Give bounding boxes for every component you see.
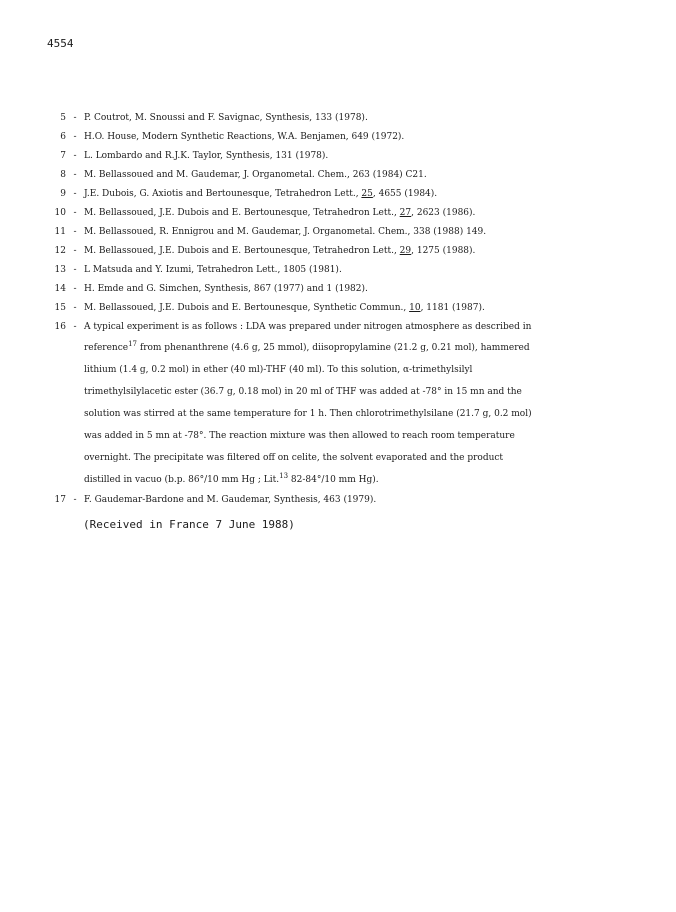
- reference-item: 15 - M. Bellassoued, J.E. Dubois and E. Bertounesque, Synthetic Commun., 10, 1181 (1987).: [44, 299, 624, 318]
- reference-item: 8 - M. Bellassoued and M. Gaudemar, J. Organometal. Chem., 263 (1984) C21.: [44, 166, 624, 185]
- reference-number: 13: [54, 265, 66, 275]
- reference-text: P. Coutrot, M. Snoussi and F. Savignac, Synthesis, 133 (1978).: [84, 113, 368, 123]
- reference-text: H.O. House, Modern Synthetic Reactions, W.A. Benjamen, 649 (1972).: [84, 132, 405, 142]
- volume-number: 27: [399, 208, 412, 218]
- reference-text: M. Bellassoued, J.E. Dubois and E. Bertounesque, Synthetic Commun., 10, 1181 (1987).: [84, 303, 485, 313]
- reference-number: 12: [54, 246, 66, 256]
- reference-item: 13 - L Matsuda and Y. Izumi, Tetrahedron Lett., 1805 (1981).: [44, 261, 624, 280]
- citation-superscript: 17: [128, 340, 137, 348]
- reference-text: L Matsuda and Y. Izumi, Tetrahedron Lett., 1805 (1981).: [84, 265, 342, 275]
- reference-item-experimental: 16 - A typical experiment is as follows : LDA was prepared under nitrogen atmosphere as described in reference$^{17}$ from phenanthrene (4.6 g, 25 mmol), diisopropylamine (21.2 g, 0.21 mol), hammered lithium (1.4 g, 0.2 mol) in ether (40 ml)-THF (40 ml). To this solution, α-trimethylsilyl trimethylsilylacetic ester (36.7 g, 0.18 mol) in 20 ml of THF was added at -78° in 15 mn and the solution was stirred at the same temperature for 1 h. Then chlorotrimethylsilane (21.7 g, 0.2 mol) was added in 5 mn at -78°. The reaction mixture was then allowed to reach room temperature overnight. The precipitate was filtered off on celite, the solvent evaporated and the product distilled in vacuo (b.p. 86°/10 mm Hg ; Lit.$^{13}$ 82-84°/10 mm Hg).: [44, 318, 624, 491]
- reference-item: 7 - L. Lombardo and R.J.K. Taylor, Synthesis, 131 (1978).: [44, 147, 624, 166]
- reference-number: 5: [60, 113, 66, 123]
- reference-number: 7: [60, 151, 66, 161]
- reference-item: 17 - F. Gaudemar-Bardone and M. Gaudemar, Synthesis, 463 (1979).: [44, 491, 624, 510]
- reference-text: F. Gaudemar-Bardone and M. Gaudemar, Synthesis, 463 (1979).: [84, 495, 377, 505]
- reference-text: M. Bellassoued, R. Ennigrou and M. Gaudemar, J. Organometal. Chem., 338 (1988) 149.: [84, 227, 487, 237]
- reference-number: 14: [54, 284, 66, 294]
- reference-text: J.E. Dubois, G. Axiotis and Bertounesque, Tetrahedron Lett., 25, 4655 (1984).: [84, 189, 438, 199]
- reference-number: 8: [60, 170, 66, 180]
- reference-text: L. Lombardo and R.J.K. Taylor, Synthesis, 131 (1978).: [84, 151, 329, 161]
- page-number: 4554: [47, 37, 74, 50]
- citation-superscript: 13: [279, 472, 289, 480]
- volume-number: 25: [361, 189, 373, 199]
- reference-number: 17: [54, 495, 66, 505]
- reference-text: M. Bellassoued, J.E. Dubois and E. Bertounesque, Tetrahedron Lett., 29, 1275 (1988).: [84, 246, 476, 256]
- volume-number: 29: [399, 246, 412, 256]
- reference-item: 12 - M. Bellassoued, J.E. Dubois and E. Bertounesque, Tetrahedron Lett., 29, 1275 (1988).: [44, 242, 624, 261]
- reference-number: 15: [54, 303, 66, 313]
- reference-item: 6 - H.O. House, Modern Synthetic Reactions, W.A. Benjamen, 649 (1972).: [44, 128, 624, 147]
- reference-number: 9: [60, 189, 66, 199]
- reference-item: 9 - J.E. Dubois, G. Axiotis and Bertounesque, Tetrahedron Lett., 25, 4655 (1984).: [44, 185, 624, 204]
- reference-text: H. Emde and G. Simchen, Synthesis, 867 (1977) and 1 (1982).: [84, 284, 368, 294]
- reference-number: 10: [54, 208, 66, 218]
- reference-number: 11: [54, 227, 66, 237]
- volume-number: 10: [409, 303, 421, 313]
- experimental-procedure: A typical experiment is as follows : LDA was prepared under nitrogen atmosphere as described in reference$^{17}$ from phenanthrene (4.6 g, 25 mmol), diisopropylamine (21.2 g, 0.21 mol), hammered lithium (1.4 g, 0.2 mol) in ether (40 ml)-THF (40 ml). To this solution, α-trimethylsilyl trimethylsilylacetic ester (36.7 g, 0.18 mol) in 20 ml of THF was added at -78° in 15 mn and the solution was stirred at the same temperature for 1 h. Then chlorotrimethylsilane (21.7 g, 0.2 mol) was added in 5 mn at -78°. The reaction mixture was then allowed to reach room temperature overnight. The precipitate was filtered off on celite, the solvent evaporated and the product distilled in vacuo (b.p. 86°/10 mm Hg ; Lit.$^{13}$ 82-84°/10 mm Hg).: [84, 322, 532, 485]
- reference-number: 16: [54, 322, 66, 332]
- reference-text: M. Bellassoued, J.E. Dubois and E. Bertounesque, Tetrahedron Lett., 27, 2623 (1986).: [84, 208, 476, 218]
- reference-number: 6: [60, 132, 66, 142]
- reference-text: M. Bellassoued and M. Gaudemar, J. Organometal. Chem., 263 (1984) C21.: [84, 170, 427, 180]
- reference-item: 10 - M. Bellassoued, J.E. Dubois and E. Bertounesque, Tetrahedron Lett., 27, 2623 (1986).: [44, 204, 624, 223]
- reference-item: 5 - P. Coutrot, M. Snoussi and F. Savignac, Synthesis, 133 (1978).: [44, 109, 624, 128]
- received-date: (Received in France 7 June 1988): [83, 518, 295, 531]
- reference-list: [44, 109, 624, 510]
- reference-item: 14 - H. Emde and G. Simchen, Synthesis, 867 (1977) and 1 (1982).: [44, 280, 624, 299]
- reference-item: 11 - M. Bellassoued, R. Ennigrou and M. Gaudemar, J. Organometal. Chem., 338 (1988) 149.: [44, 223, 624, 242]
